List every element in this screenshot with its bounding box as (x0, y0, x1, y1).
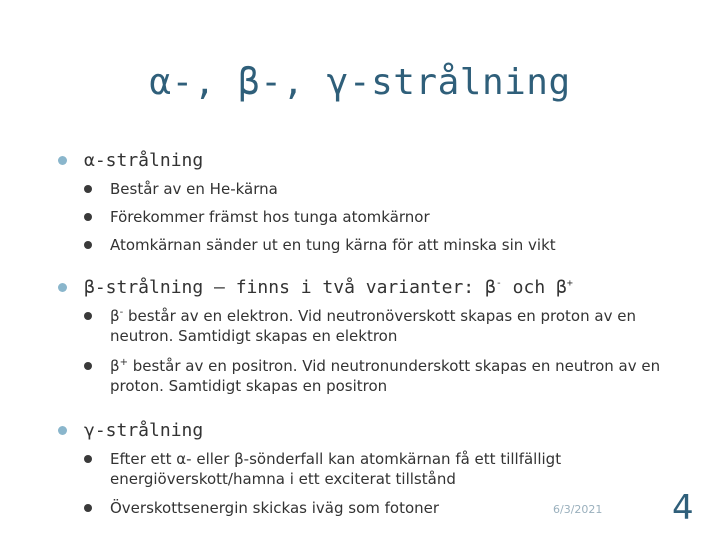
section-heading-alpha: α-strålning (84, 150, 204, 171)
bullet-dot-icon (84, 185, 92, 193)
bullet-dot-icon (84, 455, 92, 463)
item-body: består av en elektron. Vid neutronöverskott skapas en proton av en neutron. Samtidigt skapas en elektron (110, 307, 636, 345)
beta-symbol: β (110, 307, 120, 325)
bullet-dot-icon (84, 362, 92, 370)
bullet-dot-icon (58, 283, 67, 292)
bullet-dot-icon (58, 426, 67, 435)
superscript-plus: + (119, 357, 128, 368)
list-item-text: Efter ett α- eller β-sönderfall kan atomkärnan få ett tillfälligt energiöverskott/hamna i ett exciterat tillstånd (110, 450, 562, 488)
bullet-dot-icon (84, 312, 92, 320)
superscript-minus: - (495, 278, 502, 289)
list-item-text: Består av en He-kärna (110, 180, 278, 198)
superscript-minus: - (119, 307, 124, 318)
section-heading-gamma: γ-strålning (84, 420, 204, 441)
bullet-dot-icon (84, 504, 92, 512)
heading-text: β-strålning – finns i två varianter: β (84, 277, 496, 298)
beta-symbol: β (110, 357, 120, 375)
list-item-text (110, 306, 670, 346)
slide-title: α-, β-, γ-strålning (149, 62, 571, 103)
item-body: består av en positron. Vid neutronunderskott skapas en neutron av en proton. Samtidigt skapas en positron (110, 357, 661, 395)
list-item-text: Atomkärnan sänder ut en tung kärna för att minska sin vikt (110, 236, 556, 254)
list-item-text (110, 356, 670, 396)
list-item-text: Överskottsenergin skickas iväg som fotoner (110, 499, 440, 517)
section-heading-beta (84, 277, 573, 298)
slide-date: 6/3/2021 (553, 503, 603, 516)
page-number: 4 (672, 488, 694, 528)
bullet-dot-icon (58, 156, 67, 165)
heading-text: och β (501, 277, 567, 298)
bullet-dot-icon (84, 241, 92, 249)
bullet-dot-icon (84, 213, 92, 221)
list-item-text: Förekommer främst hos tunga atomkärnor (110, 208, 430, 226)
superscript-plus: + (566, 278, 573, 289)
